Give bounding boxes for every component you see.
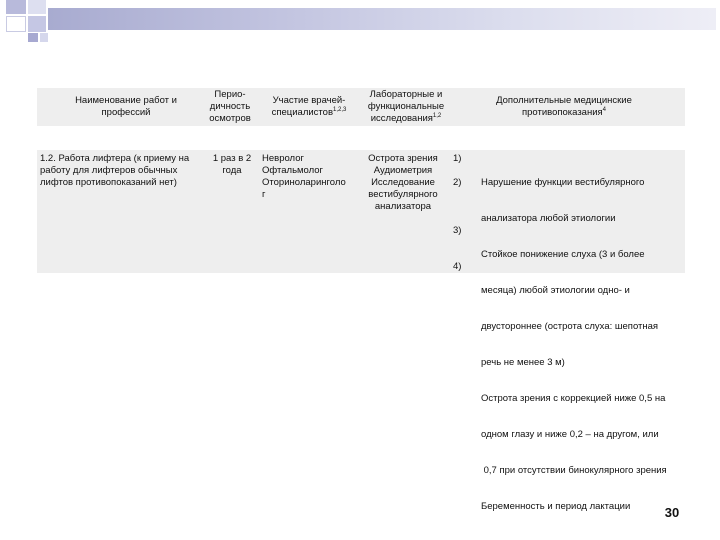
contra-line: 0,7 при отсутствии бинокулярного зрения xyxy=(481,465,667,476)
contra-number: 4) xyxy=(453,261,462,272)
header-specialists: Участие врачей-специалистов$^{1,2,3}$ xyxy=(271,95,347,118)
test-item: Исследование xyxy=(371,177,435,188)
decor-square xyxy=(28,0,46,14)
contra-line: Беременность и период лактации xyxy=(481,501,631,512)
test-item: Острота зрения xyxy=(368,153,438,164)
cell-tests xyxy=(357,153,449,213)
table-row xyxy=(37,150,685,512)
specialist-item: г xyxy=(262,189,266,200)
specialist-item: Невролог xyxy=(262,153,304,164)
cell-specialists xyxy=(262,153,358,201)
test-item: вестибулярного xyxy=(368,189,438,200)
contra-line: двустороннее (острота слуха: шепотная xyxy=(481,321,659,332)
header-work: Наименование работ и профессий xyxy=(75,95,177,118)
decor-square xyxy=(6,0,26,14)
specialist-item: Оториноларинголо xyxy=(262,177,346,188)
contra-number: 3) xyxy=(453,225,462,236)
decor-square xyxy=(28,33,38,42)
test-item: Аудиометрия xyxy=(373,165,433,176)
contra-line: одном глазу и ниже 0,2 – на другом, или xyxy=(481,429,659,440)
header-band xyxy=(48,8,716,30)
cell-periodicity: 1 раз в 2 года xyxy=(212,153,252,176)
contra-number: 1) xyxy=(453,153,462,164)
header-periodicity: Перио-дичность осмотров xyxy=(209,89,251,124)
contra-line: анализатора любой этиологии xyxy=(481,213,616,224)
contra-line: речь не менее 3 м) xyxy=(481,357,565,368)
contra-line: месяца) любой этиологии одно- и xyxy=(481,285,630,296)
contra-line: Нарушение функции вестибулярного xyxy=(481,177,645,188)
decor-square xyxy=(6,16,26,32)
decor-square xyxy=(40,33,48,42)
header-contraindications: Дополнительные медицинские противопоказания$^4$ xyxy=(496,95,632,118)
test-item: анализатора xyxy=(374,201,432,212)
cell-contraindications xyxy=(481,153,685,537)
page-number: 30 xyxy=(664,505,680,520)
contra-number: 2) xyxy=(453,177,462,188)
contra-line: Острота зрения с коррекцией ниже 0,5 на xyxy=(481,393,666,404)
table-header-row xyxy=(37,88,685,126)
contra-line: Стойкое понижение слуха (3 и более xyxy=(481,249,645,260)
decor-square xyxy=(28,16,46,32)
header-tests: Лабораторные и функциональные исследования$^{1,2}$ xyxy=(367,89,445,124)
cell-work: 1.2. Работа лифтера (к приему на работу для лифтеров обычных лифтов противопоказаний нет) xyxy=(40,153,190,188)
specialist-item: Офтальмолог xyxy=(262,165,324,176)
